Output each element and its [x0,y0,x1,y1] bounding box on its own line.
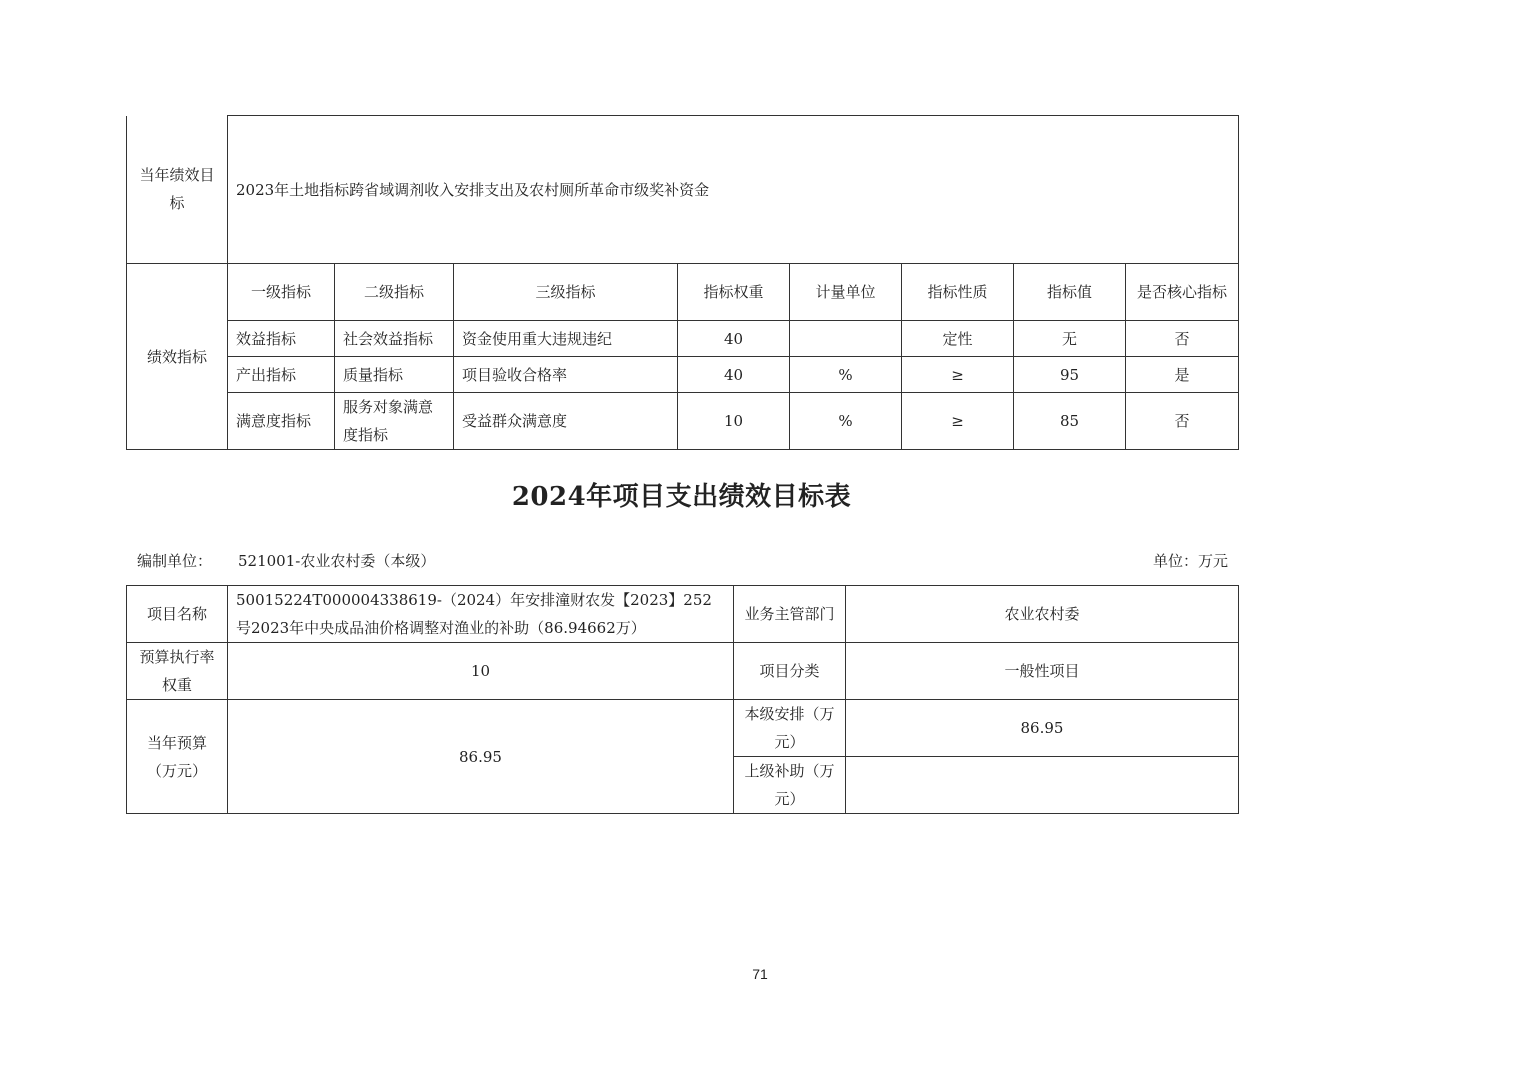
indicator-header-row [127,264,1239,321]
table-cell: 受益群众满意度 [454,393,678,450]
local-funding-label: 本级安排（万元） [734,700,846,757]
budget-label: 当年预算（万元） [127,700,228,814]
table-row [127,357,1239,393]
table-row [127,393,1239,450]
header-cell: 指标权重 [678,264,790,321]
upper-subsidy-value [846,757,1239,814]
header-cell: 计量单位 [790,264,902,321]
header-cell: 三级指标 [454,264,678,321]
table-cell: 是 [1126,357,1239,393]
table-cell: 满意度指标 [228,393,335,450]
goal-label-cell: 当年绩效目标 [127,116,228,264]
table-cell: 产出指标 [228,357,335,393]
org-label: 编制单位： [137,552,213,570]
perf-indicator-label: 绩效指标 [127,264,228,450]
project-name-label: 项目名称 [127,586,228,643]
header-cell: 二级指标 [335,264,454,321]
table-cell: ≥ [902,357,1014,393]
table-cell: 10 [678,393,790,450]
rate-label: 预算执行率权重 [127,643,228,700]
table-cell [790,321,902,357]
table-cell: 无 [1014,321,1126,357]
project-info-table [126,585,1239,814]
table-cell: ≥ [902,393,1014,450]
header-cell: 一级指标 [228,264,335,321]
table-cell: 否 [1126,393,1239,450]
table-cell: 40 [678,321,790,357]
upper-subsidy-label: 上级补助（万元） [734,757,846,814]
header-cell: 指标性质 [902,264,1014,321]
dept-value: 农业农村委 [846,586,1239,643]
table-row [127,321,1239,357]
page-number: 71 [752,966,768,982]
table-cell: 85 [1014,393,1126,450]
org-value: 521001-农业农村委（本级） [238,552,436,570]
section-title: 2024年项目支出绩效目标表 [511,482,852,512]
table-cell: % [790,393,902,450]
table-cell: 社会效益指标 [335,321,454,357]
goal-text-cell: 2023年土地指标跨省域调剂收入安排支出及农村厕所革命市级奖补资金 [228,116,1239,264]
table-cell: 服务对象满意度指标 [335,393,454,450]
category-label: 项目分类 [734,643,846,700]
dept-label: 业务主管部门 [734,586,846,643]
rate-value: 10 [228,643,734,700]
performance-goal-table [126,115,1239,450]
header-cell: 是否核心指标 [1126,264,1239,321]
table-cell: 定性 [902,321,1014,357]
table-cell: 项目验收合格率 [454,357,678,393]
project-name-value: 50015224T000004338619-（2024）年安排潼财农发【2023】252号2023年中央成品油价格调整对渔业的补助（86.94662万） [228,586,734,643]
table-cell: 质量指标 [335,357,454,393]
local-funding-value: 86.95 [846,700,1239,757]
table-cell: % [790,357,902,393]
table-cell: 否 [1126,321,1239,357]
header-cell: 指标值 [1014,264,1126,321]
budget-value: 86.95 [228,700,734,814]
table-cell: 95 [1014,357,1126,393]
category-value: 一般性项目 [846,643,1239,700]
table-cell: 资金使用重大违规违纪 [454,321,678,357]
unit-text: 单位：万元 [1152,552,1228,570]
table-cell: 效益指标 [228,321,335,357]
table-cell: 40 [678,357,790,393]
